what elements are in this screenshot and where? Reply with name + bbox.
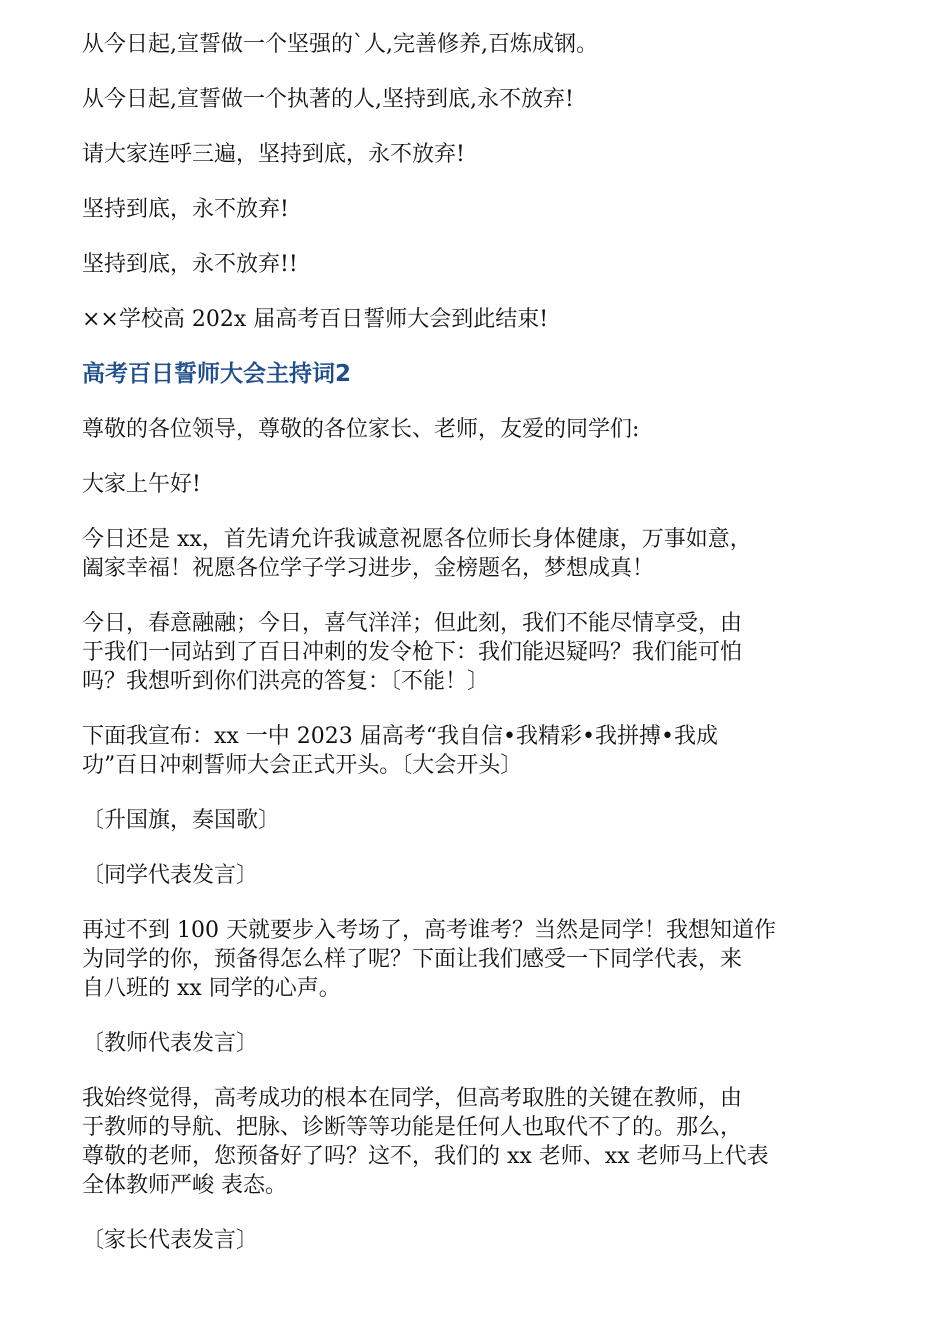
paragraph: 〔升国旗，奏国歌〕 bbox=[82, 808, 281, 833]
paragraph: 从今日起,宣誓做一个执著的人,坚持到底,永不放弃! bbox=[82, 87, 574, 112]
paragraph: 从今日起,宣誓做一个坚强的`人,完善修养,百炼成钢。 bbox=[82, 32, 598, 57]
paragraph: 坚持到底，永不放弃!! bbox=[82, 252, 298, 277]
paragraph: 〔家长代表发言〕 bbox=[82, 1228, 259, 1253]
paragraph: 〔同学代表发言〕 bbox=[82, 863, 259, 888]
paragraph: 今日，春意融融；今日，喜气洋洋；但此刻，我们不能尽情享受，由 于我们一同站到了百日冲刺的发令枪下：我们能迟疑吗？我们能可怕 吗？我想听到你们洪亮的答复：〔不能！〕 bbox=[82, 611, 743, 694]
paragraph: 请大家连呼三遍，坚持到底，永不放弃! bbox=[82, 142, 465, 167]
paragraph: 〔教师代表发言〕 bbox=[82, 1031, 259, 1056]
section-heading: 高考百日誓师大会主持词2 bbox=[82, 361, 352, 387]
document-page bbox=[82, 30, 872, 1281]
paragraph: 尊敬的各位领导，尊敬的各位家长、老师，友爱的同学们: bbox=[82, 417, 640, 442]
paragraph: 下面我宣布：xx 一中 2023 届高考“我自信•我精彩•我拼搏•我成 功”百日冲刺誓师大会正式开头。〔大会开头〕 bbox=[82, 724, 718, 778]
paragraph: 再过不到 100 天就要步入考场了，高考谁考？当然是同学！我想知道作 为同学的你，预备得怎么样了呢？下面让我们感受一下同学代表，来 自八班的 xx 同学的心声。 bbox=[82, 918, 776, 1001]
paragraph: 我始终觉得，高考成功的根本在同学，但高考取胜的关键在教师，由 于教师的导航、把脉、诊断等等功能是任何人也取代不了的。那么， 尊敬的老师，您预备好了吗？这不，我们的 xx 老师、xx 老师马上代表 全体教师严峻 表态。 bbox=[82, 1086, 769, 1198]
paragraph: 今日还是 xx，首先请允许我诚意祝愿各位师长身体健康，万事如意， 阖家幸福！祝愿各位学子学习进步，金榜题名，梦想成真！ bbox=[82, 527, 752, 581]
paragraph: 大家上午好! bbox=[82, 472, 201, 497]
paragraph: 坚持到底，永不放弃! bbox=[82, 197, 289, 222]
paragraph: ××学校高 202x 届高考百日誓师大会到此结束! bbox=[82, 307, 549, 332]
